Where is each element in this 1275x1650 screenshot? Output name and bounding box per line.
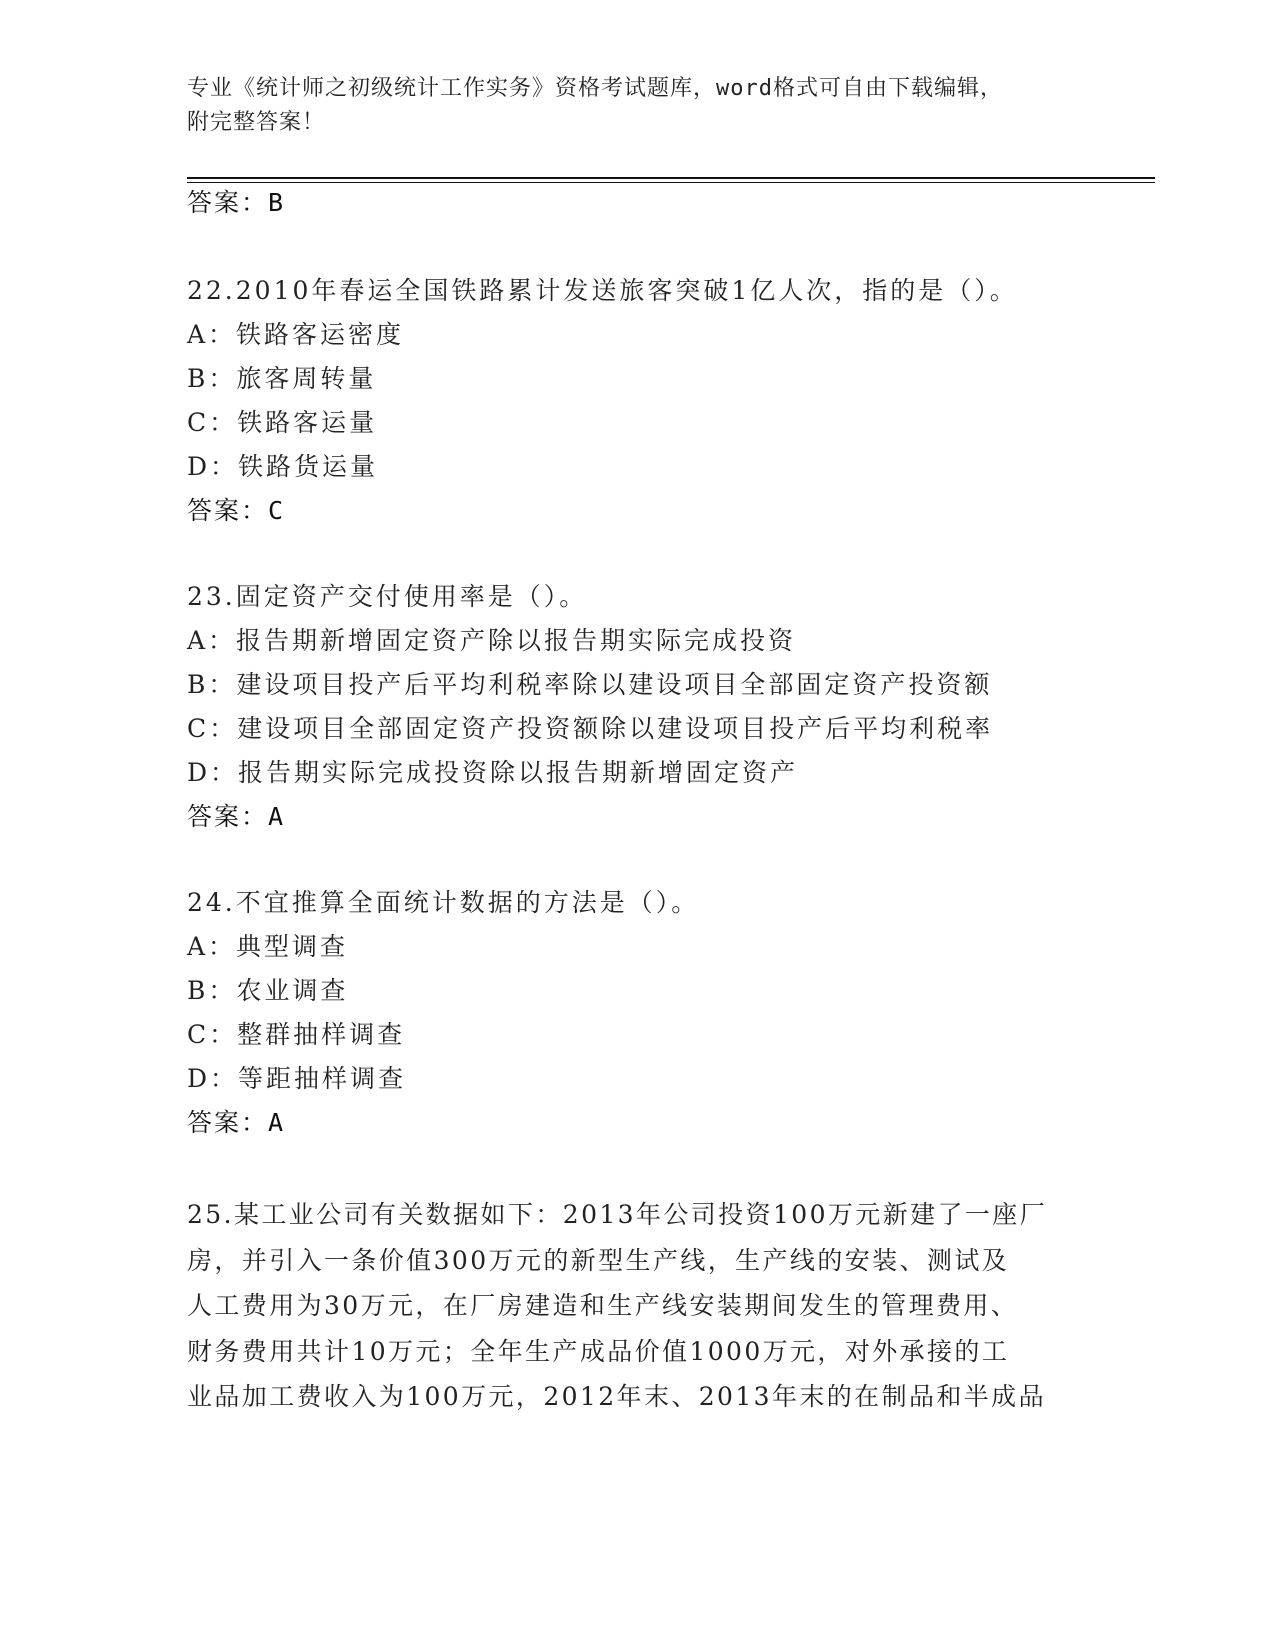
question-22-option-a: A：铁路客运密度 bbox=[187, 320, 405, 349]
question-24-option-d: D：等距抽样调查 bbox=[187, 1064, 407, 1093]
header-divider-thin bbox=[187, 182, 1155, 183]
question-25-line: 业品加工费收入为100万元，2012年末、2013年末的在制品和半成品 bbox=[187, 1382, 1046, 1411]
question-23-option-b: B：建设项目投产后平均利税率除以建设项目全部固定资产投资额 bbox=[187, 670, 993, 699]
question-23-stem: 23.固定资产交付使用率是（）。 bbox=[187, 582, 588, 611]
document-header bbox=[187, 72, 1067, 140]
question-25-line: 房，并引入一条价值300万元的新型生产线，生产线的安装、测试及 bbox=[187, 1245, 1010, 1275]
answer-q22: 答案：C bbox=[187, 496, 286, 525]
answer-q24: 答案：A bbox=[187, 1108, 286, 1137]
question-23-option-d: D：报告期实际完成投资除以报告期新增固定资产 bbox=[187, 758, 799, 787]
question-25-line: 财务费用共计10万元；全年生产成品价值1000万元，对外承接的工 bbox=[187, 1336, 1010, 1366]
question-23-option-c: C：建设项目全部固定资产投资额除以建设项目投产后平均利税率 bbox=[187, 714, 994, 743]
answer-q23: 答案：A bbox=[187, 802, 286, 831]
question-24-option-a: A：典型调查 bbox=[187, 932, 349, 961]
question-24-option-b: B：农业调查 bbox=[187, 976, 349, 1005]
question-23-option-a: A：报告期新增固定资产除以报告期实际完成投资 bbox=[187, 626, 797, 655]
question-22-option-c: C：铁路客运量 bbox=[187, 408, 378, 437]
header-divider bbox=[187, 177, 1155, 179]
header-line-2: 附完整答案！ bbox=[187, 110, 326, 135]
question-25-line: 人工费用为30万元，在厂房建造和生产线安装期间发生的管理费用、 bbox=[187, 1291, 1019, 1320]
question-22-option-b: B：旅客周转量 bbox=[187, 364, 377, 393]
question-25-stem bbox=[187, 1192, 1077, 1420]
question-24-stem: 24.不宜推算全面统计数据的方法是（）。 bbox=[187, 888, 700, 917]
question-24-option-c: C：整群抽样调查 bbox=[187, 1020, 406, 1049]
question-22-stem: 22.2010年春运全国铁路累计发送旅客突破1亿人次，指的是（）。 bbox=[187, 276, 1018, 305]
question-25-line: 25.某工业公司有关数据如下：2013年公司投资100万元新建了一座厂 bbox=[187, 1200, 1048, 1229]
header-line-1: 专业《统计师之初级统计工作实务》资格考试题库，word格式可自由下载编辑， bbox=[187, 76, 1003, 101]
answer-q21: 答案：B bbox=[187, 188, 286, 217]
question-22-option-d: D：铁路货运量 bbox=[187, 452, 379, 481]
